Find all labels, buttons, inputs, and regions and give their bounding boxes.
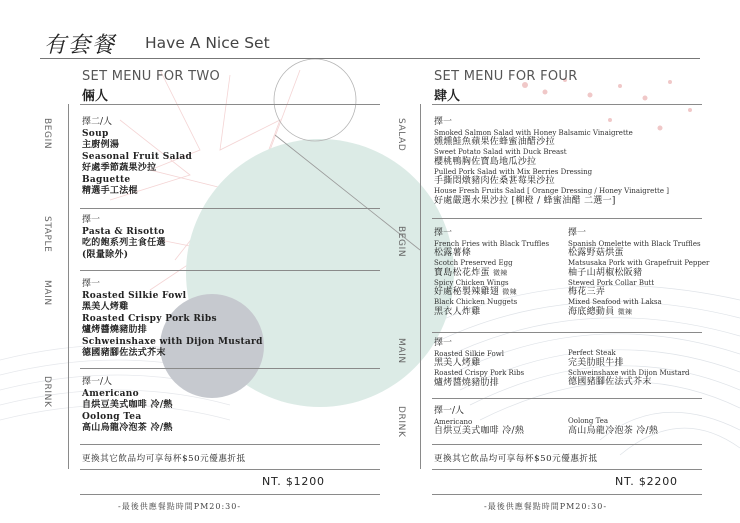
menu-item-en: Spanish Omelette with Black Truffles bbox=[568, 239, 701, 248]
menu-item-en: Roasted Crispy Pork Ribs bbox=[82, 313, 217, 324]
left-side-label-drink: DRINK bbox=[42, 376, 52, 408]
menu-item-en: Perfect Steak bbox=[568, 349, 616, 357]
right-salad-section bbox=[434, 117, 669, 207]
menu-item-zh: 好處季節蔬果沙拉 bbox=[82, 163, 157, 173]
menu-item-en: Scotch Preserved Egg bbox=[434, 259, 513, 267]
left-footer: -最後供應餐點時間PM20:30- bbox=[118, 502, 242, 511]
menu-item-en: Spicy Chicken Wings bbox=[434, 278, 509, 287]
left-side-label-begin: BEGIN bbox=[42, 118, 52, 150]
right-drink-right-section bbox=[568, 417, 658, 437]
spicy-tag: 微辣 bbox=[492, 268, 508, 277]
menu-item-zh: 海底總動員 微辣 bbox=[568, 306, 633, 317]
right-footer: -最後供應餐點時間PM20:30- bbox=[484, 502, 608, 511]
menu-item-en: Matsusaka Pork with Grapefruit Pepper bbox=[568, 259, 710, 267]
menu-item-en: Seasonal Fruit Salad bbox=[82, 151, 193, 162]
left-side-label-main: MAIN bbox=[42, 280, 52, 306]
menu-item-en: Roasted Silkie Fowl bbox=[82, 290, 187, 301]
menu-item-en: Roasted Silkie Fowl bbox=[434, 349, 504, 358]
spicy-tag: 微辣 bbox=[502, 288, 517, 296]
section-header: 擇一 bbox=[82, 215, 101, 225]
left-menu-subtitle: 倆人 bbox=[82, 89, 109, 104]
right-price: NT. $2200 bbox=[615, 475, 678, 488]
section-header: 擇二/人 bbox=[82, 117, 113, 127]
section-header: 擇一 bbox=[82, 279, 101, 289]
left-menu-title: SET MENU FOR TWO bbox=[82, 69, 221, 84]
menu-item-en: Roasted Crispy Pork Ribs bbox=[434, 369, 525, 377]
menu-item-en: Pulled Pork Salad with Mix Berries Dressing bbox=[434, 167, 593, 176]
section-header: 擇一 bbox=[434, 117, 453, 127]
left-section-rule bbox=[80, 368, 380, 369]
right-drink-note: 更換其它飲品均可享每杯$50元優惠折抵 bbox=[434, 454, 598, 464]
right-begin-left-section bbox=[434, 228, 549, 318]
menu-item-zh: 德國豬腳佐法式芥末 bbox=[82, 348, 166, 358]
menu-item-zh: 好處嚴選水果沙拉 [柳橙 / 蜂蜜油醋 二選一] bbox=[434, 195, 616, 206]
menu-item-zh: 德國豬腳佐法式芥末 bbox=[568, 377, 652, 387]
right-drink-left-section bbox=[434, 406, 524, 437]
menu-item-zh: 爐烤醬燒豬肋排 bbox=[434, 377, 500, 388]
menu-item-zh: 主廚例湯 bbox=[82, 140, 120, 150]
left-title-rule bbox=[80, 104, 380, 105]
menu-item-zh: 高山烏龍冷泡茶 冷/熱 bbox=[568, 425, 659, 436]
section-header: 擇一 bbox=[568, 228, 587, 238]
left-price: NT. $1200 bbox=[262, 475, 325, 488]
menu-item-en: Baguette bbox=[82, 174, 131, 185]
menu-item-zh: 黑美人烤雞 bbox=[82, 302, 129, 312]
menu-item-en: Oolong Tea bbox=[568, 417, 609, 425]
left-section-rule bbox=[80, 208, 380, 209]
menu-item-zh: 爐烤醬燒豬肋排 bbox=[82, 325, 148, 335]
left-side-label-staple: STAPLE bbox=[42, 216, 52, 253]
right-menu-title: SET MENU FOR FOUR bbox=[434, 69, 578, 84]
menu-item-zh: 松露野菇烘蛋 bbox=[568, 248, 624, 258]
menu-item-zh: 柚子山胡椒松阪豬 bbox=[568, 267, 643, 278]
right-section-rule bbox=[432, 444, 702, 445]
menu-item-en: Smoked Salmon Salad with Honey Balsamic Vinaigrette bbox=[434, 128, 633, 137]
menu-item-zh: 高山烏龍冷泡茶 冷/熱 bbox=[82, 423, 173, 433]
menu-item-en: Black Chicken Nuggets bbox=[434, 298, 518, 306]
left-price-rule bbox=[80, 494, 380, 495]
brand-name-zh: 有套餐 bbox=[44, 33, 117, 58]
menu-item-en: Mixed Seafood with Laksa bbox=[568, 298, 662, 306]
menu-item-zh: 自烘豆美式咖啡 冷/熱 bbox=[434, 426, 525, 436]
section-header: 擇一/人 bbox=[434, 406, 465, 416]
right-begin-right-section bbox=[568, 228, 709, 318]
menu-item-zh: 黑美人烤雞 bbox=[434, 358, 481, 368]
left-note-rule bbox=[80, 469, 380, 470]
right-side-label-salad: SALAD bbox=[396, 118, 406, 152]
menu-item-note: (限量除外) bbox=[82, 249, 129, 260]
menu-item-en: Pasta & Risotto bbox=[82, 226, 165, 237]
right-vertical-rule bbox=[420, 104, 421, 469]
section-header: 擇一 bbox=[434, 338, 453, 348]
menu-item-zh: 吃的飽系列主食任選 bbox=[82, 238, 166, 248]
menu-item-en: Schweinshaxe with Dijon Mustard bbox=[568, 368, 690, 377]
menu-item-zh: 寶島松花炸蛋 微辣 bbox=[434, 267, 508, 278]
menu-item-en: Oolong Tea bbox=[82, 411, 142, 422]
menu-item-en: Soup bbox=[82, 128, 109, 139]
menu-item-zh: 黑衣人炸雞 bbox=[434, 306, 481, 317]
menu-item-en: Americano bbox=[82, 388, 139, 399]
left-drink-note: 更換其它飲品均可享每杯$50元優惠折抵 bbox=[82, 454, 246, 464]
header-rule bbox=[40, 58, 700, 59]
right-side-label-begin: BEGIN bbox=[396, 226, 406, 258]
menu-item-zh: 松露薯條 bbox=[434, 248, 472, 258]
menu-item-en: Americano bbox=[434, 417, 473, 426]
menu-item-en: French Fries with Black Truffles bbox=[434, 239, 550, 248]
section-header: 擇一/人 bbox=[82, 377, 113, 387]
brand-name-en: Have A Nice Set bbox=[145, 34, 270, 52]
menu-item-zh: 梅花三弄 bbox=[568, 287, 606, 297]
menu-item-zh: 手撕悶燉豬肉佐桑葚莓果沙拉 bbox=[434, 176, 555, 186]
left-main-section bbox=[82, 279, 263, 360]
right-main-right-section bbox=[568, 349, 690, 388]
left-section-rule bbox=[80, 270, 380, 271]
right-note-rule bbox=[432, 469, 702, 470]
menu-item-zh: 好處秘製辣雞翅 微辣 bbox=[434, 287, 517, 297]
left-begin-section bbox=[82, 117, 192, 198]
right-section-rule bbox=[432, 218, 702, 219]
right-section-rule bbox=[432, 332, 702, 333]
menu-item-en: Stewed Pork Collar Butt bbox=[568, 278, 655, 287]
right-price-rule bbox=[432, 494, 702, 495]
left-vertical-rule bbox=[68, 104, 69, 469]
left-drink-section bbox=[82, 377, 173, 435]
spicy-tag: 微辣 bbox=[617, 307, 633, 316]
right-side-label-main: MAIN bbox=[396, 338, 406, 364]
menu-item-en: House Fresh Fruits Salad [ Orange Dressing / Honey Vinaigrette ] bbox=[434, 187, 669, 195]
menu-item-zh: 櫻桃鴨胸佐寶島地瓜沙拉 bbox=[434, 156, 537, 167]
outline-circle bbox=[274, 59, 356, 141]
menu-item-zh: 精選手工法棍 bbox=[82, 186, 138, 196]
menu-item-zh: 完美肋眼牛排 bbox=[568, 357, 624, 368]
menu-item-zh: 自烘豆美式咖啡 冷/熱 bbox=[82, 400, 173, 410]
menu-item-en: Schweinshaxe with Dijon Mustard bbox=[82, 336, 263, 347]
right-menu-subtitle: 肆人 bbox=[434, 89, 461, 104]
section-header: 擇一 bbox=[434, 228, 453, 238]
right-title-rule bbox=[432, 104, 702, 105]
menu-item-zh: 燻燻鮭魚蘋果佐蜂蜜油醋沙拉 bbox=[434, 137, 555, 147]
right-main-left-section bbox=[434, 338, 524, 389]
right-section-rule bbox=[432, 398, 702, 399]
menu-item-en: Sweet Potato Salad with Duck Breast bbox=[434, 148, 567, 156]
left-staple-section bbox=[82, 215, 166, 261]
right-side-label-drink: DRINK bbox=[396, 406, 406, 438]
left-section-rule bbox=[80, 444, 380, 445]
